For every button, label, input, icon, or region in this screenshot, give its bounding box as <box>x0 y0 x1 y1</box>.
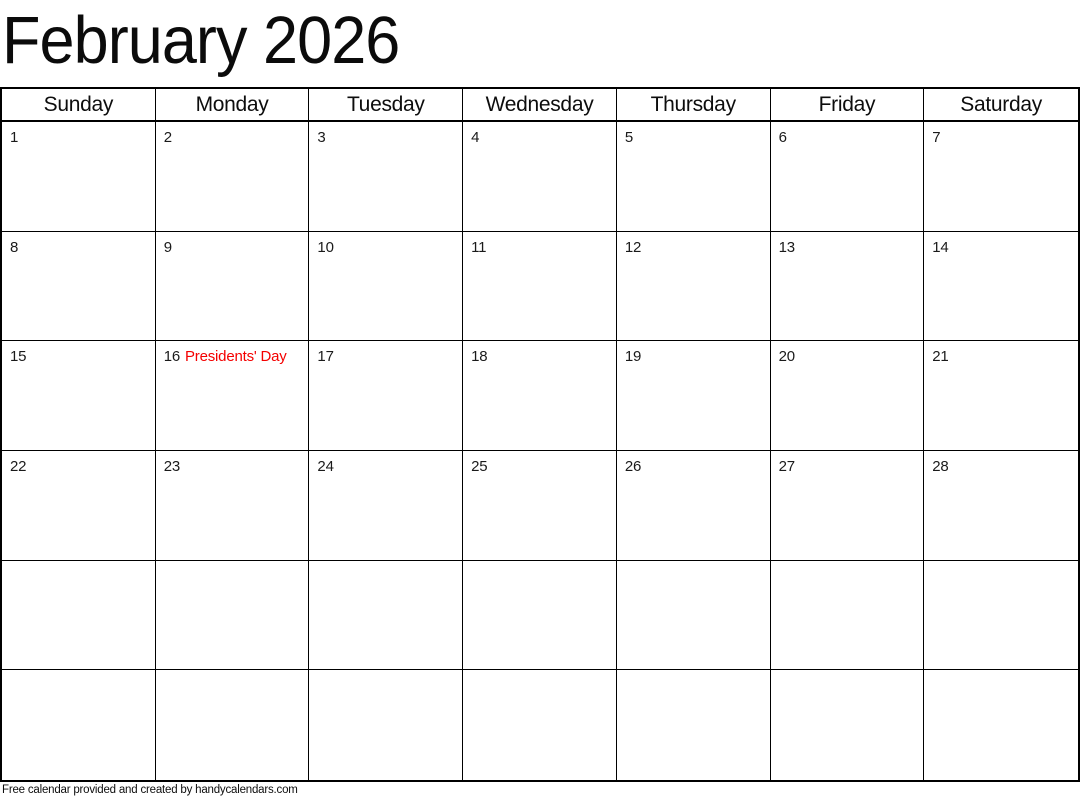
day-cell <box>924 122 1078 232</box>
day-number: 9 <box>163 238 172 256</box>
day-number: 10 <box>317 238 334 256</box>
day-cell <box>309 122 463 232</box>
day-number: 26 <box>624 457 642 475</box>
day-number: 14 <box>932 238 949 256</box>
day-cell <box>156 451 310 561</box>
weekday-header-friday: Friday <box>771 89 925 122</box>
day-number: 13 <box>778 238 795 256</box>
day-number: 27 <box>778 457 795 475</box>
calendar-grid <box>0 87 1080 782</box>
day-cell <box>924 232 1078 342</box>
day-cell <box>924 561 1078 671</box>
day-number: 28 <box>932 457 949 475</box>
day-cell <box>771 122 925 232</box>
weekday-header-tuesday: Tuesday <box>309 89 463 122</box>
page-title: February 2026 <box>2 3 400 78</box>
day-cell <box>771 232 925 342</box>
day-cell <box>2 670 156 780</box>
day-cell <box>156 670 310 780</box>
day-cell <box>617 122 771 232</box>
day-cell <box>771 670 925 780</box>
day-number: 12 <box>624 238 642 256</box>
weekday-header-wednesday: Wednesday <box>463 89 617 122</box>
day-cell <box>463 670 617 780</box>
day-number: 3 <box>317 129 326 146</box>
weekday-header-saturday: Saturday <box>924 89 1078 122</box>
day-cell <box>924 670 1078 780</box>
day-cell <box>617 670 771 780</box>
day-number: 16 <box>163 348 180 366</box>
day-cell <box>309 670 463 780</box>
day-cell <box>771 341 925 451</box>
day-number: 19 <box>624 348 642 366</box>
day-cell <box>2 232 156 342</box>
day-cell <box>156 561 310 671</box>
day-cell <box>2 451 156 561</box>
day-number: 7 <box>932 129 941 146</box>
day-cell <box>463 341 617 451</box>
day-number: 20 <box>778 348 795 366</box>
day-number: 21 <box>932 348 949 366</box>
day-cell <box>924 341 1078 451</box>
day-cell <box>771 561 925 671</box>
day-cell <box>617 341 771 451</box>
day-cell <box>924 451 1078 561</box>
day-number: 22 <box>10 457 27 475</box>
day-cell <box>463 561 617 671</box>
day-cell <box>463 232 617 342</box>
day-cell <box>2 561 156 671</box>
day-number: 11 <box>471 238 487 256</box>
day-cell-presidents-day <box>156 341 310 451</box>
weekday-header-thursday: Thursday <box>617 89 771 122</box>
day-number: 17 <box>317 348 334 366</box>
weekday-header-sunday: Sunday <box>2 89 156 122</box>
day-cell <box>2 341 156 451</box>
day-cell <box>463 451 617 561</box>
day-cell <box>617 232 771 342</box>
footer-credit: Free calendar provided and created by handycalendars.com <box>2 784 298 796</box>
day-number: 4 <box>471 129 480 146</box>
day-cell <box>771 451 925 561</box>
holiday-label: Presidents' Day <box>185 348 287 366</box>
day-cell <box>617 451 771 561</box>
day-cell <box>2 122 156 232</box>
day-number: 8 <box>10 238 19 256</box>
day-cell <box>309 232 463 342</box>
day-number: 2 <box>163 129 172 146</box>
day-cell <box>309 451 463 561</box>
day-number: 1 <box>10 129 19 146</box>
day-number: 6 <box>778 129 787 146</box>
day-cell <box>617 561 771 671</box>
day-number: 25 <box>471 457 488 475</box>
day-number: 23 <box>163 457 180 475</box>
day-cell <box>156 232 310 342</box>
day-number: 5 <box>624 129 633 146</box>
day-number: 15 <box>10 348 27 366</box>
weekday-header-monday: Monday <box>156 89 310 122</box>
day-cell <box>309 561 463 671</box>
day-cell <box>463 122 617 232</box>
day-cell <box>156 122 310 232</box>
day-number: 18 <box>471 348 488 366</box>
day-cell <box>309 341 463 451</box>
day-number: 24 <box>317 457 334 475</box>
